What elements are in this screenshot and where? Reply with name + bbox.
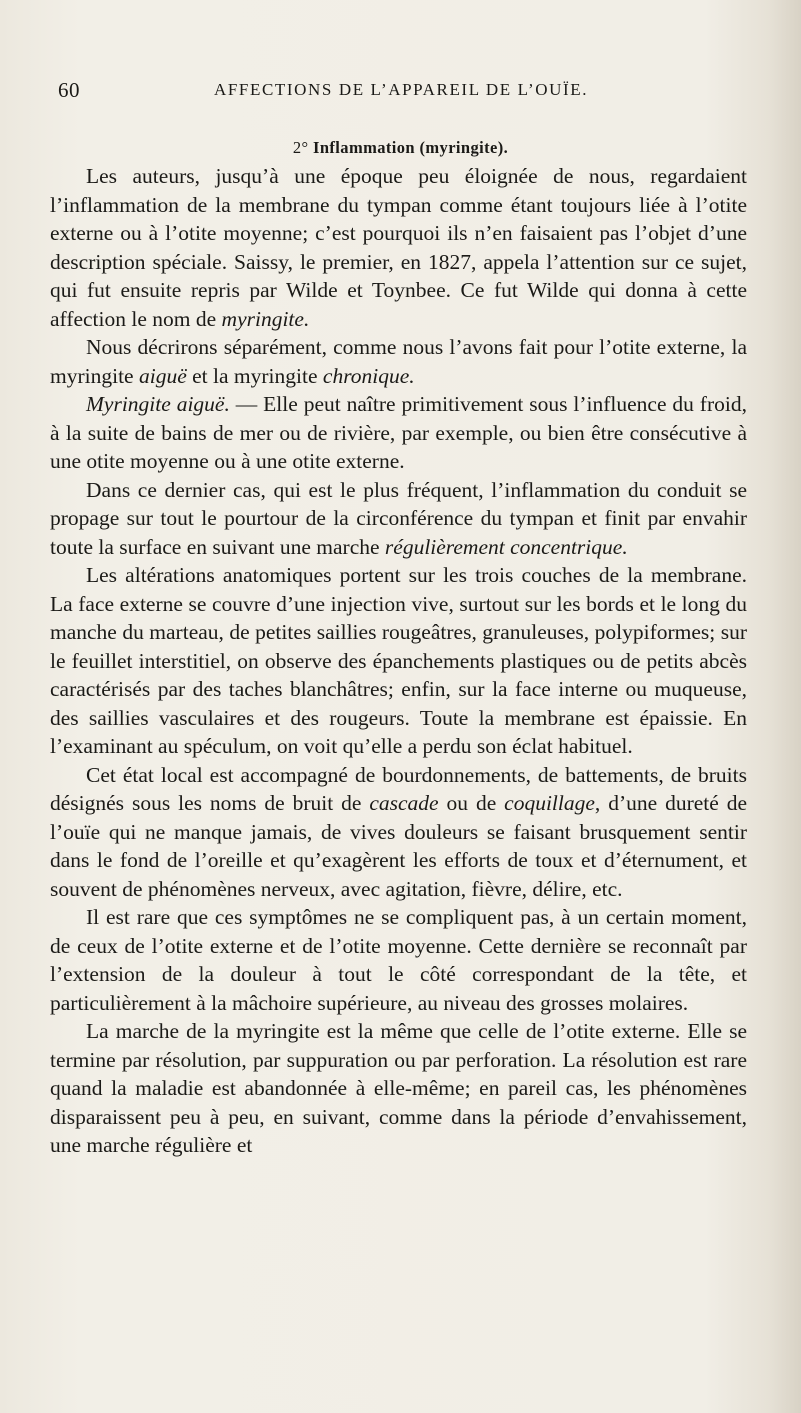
paragraph <box>50 390 747 476</box>
italic-term: cascade <box>369 791 439 815</box>
page-number: 60 <box>58 78 80 102</box>
paragraph <box>50 761 747 904</box>
text-run: , d’une dureté de l’ouïe qui ne manque jamais, de vives douleurs se faisant brusquement sentir dans le fond de l’oreille et qu’exagèrent les efforts de toux et d’éternument, et souvent de phénomènes nerveux, avec agitation, fièvre, délire, etc. <box>50 791 748 901</box>
paragraph <box>50 476 747 562</box>
text-run: Les altérations anatomiques portent sur les trois couches de la membrane. La face externe se couvre d’une injection vive, surtout sur les bords et le long du manche du marteau, de petites saillies rougeâtres, granuleuses, polypiformes; sur le feuillet interstitiel, on observe des épanchements plastiques ou de petits abcès caractérisés par des taches blanchâtres; enfin, sur la face interne ou muqueuse, des saillies vasculaires et des rougeurs. Toute la membrane est épaissie. En l’examinant au spéculum, on voit qu’elle a perdu son éclat habituel. <box>50 563 747 758</box>
text-run: La marche de la myringite est la même que celle de l’otite externe. Elle se termine par résolution, par suppuration ou par perforation. La résolution est rare quand la maladie est abandonnée à elle-même; en pareil cas, les phénomènes disparaissent peu à peu, en suivant, comme dans la période d’envahissement, une marche régulière et <box>50 1019 747 1157</box>
body-text <box>50 162 747 1160</box>
paragraph <box>50 333 747 390</box>
paragraph <box>50 561 747 761</box>
paragraph <box>50 1017 747 1160</box>
section-title <box>0 138 801 158</box>
italic-term: régulièrement concentrique. <box>384 534 628 559</box>
italic-term: Myringite aiguë. <box>86 392 230 416</box>
section-number: 2° <box>292 138 309 157</box>
paragraph <box>50 903 747 1017</box>
text-run: Il est rare que ces symptômes ne se compliquent pas, à un certain moment, de ceux de l’otite externe et de l’otite moyenne. Cette dernière se reconnaît par l’extension de la douleur à tout le côté correspondant de la tête, et particulièrement à la mâchoire supérieure, au niveau des grosses molaires. <box>50 905 747 1015</box>
text-run: Nous décrirons séparément, comme nous l’avons fait pour l’otite externe, la myringite <box>50 335 747 388</box>
text-run: et la myringite <box>186 363 323 388</box>
section-label: Inflammation (myringite). <box>313 138 509 157</box>
italic-term: aiguë <box>138 363 187 388</box>
text-run: Les auteurs, jusqu’à une époque peu éloignée de nous, regardaient l’inflammation de la membrane du tympan comme étant toujours liée à l’otite externe ou à l’otite moyenne; c’est pourquoi ils n’en faisaient pas l’objet d’une description spéciale. Saissy, le premier, en 1827, appela l’attention sur ce sujet, qui fut ensuite repris par Wilde et Toynbee. Ce fut Wilde qui donna à cette affection le nom de <box>50 164 747 331</box>
italic-term: myringite. <box>221 306 310 331</box>
text-run: Cet état local est accompagné de bourdonnements, de battements, de bruits désignés sous les noms de bruit de <box>50 762 747 815</box>
text-run: — Elle peut naître primitivement sous l’influence du froid, à la suite de bains de mer ou de rivière, par exemple, ou bien être consécutive à une otite moyenne ou à une otite externe. <box>50 392 747 473</box>
text-run: Dans ce dernier cas, qui est le plus fréquent, l’inflammation du conduit se propage sur tout le pourtour de la circonférence du tympan et finit par envahir toute la surface en suivant une marche <box>50 477 747 559</box>
running-head: AFFECTIONS DE L’APPAREIL DE L’OUÏE. <box>214 80 589 99</box>
italic-term: coquillage <box>504 791 595 815</box>
page-header <box>58 78 748 108</box>
text-run: ou de <box>438 791 505 815</box>
italic-term: chronique. <box>322 363 415 388</box>
paragraph <box>50 162 747 333</box>
